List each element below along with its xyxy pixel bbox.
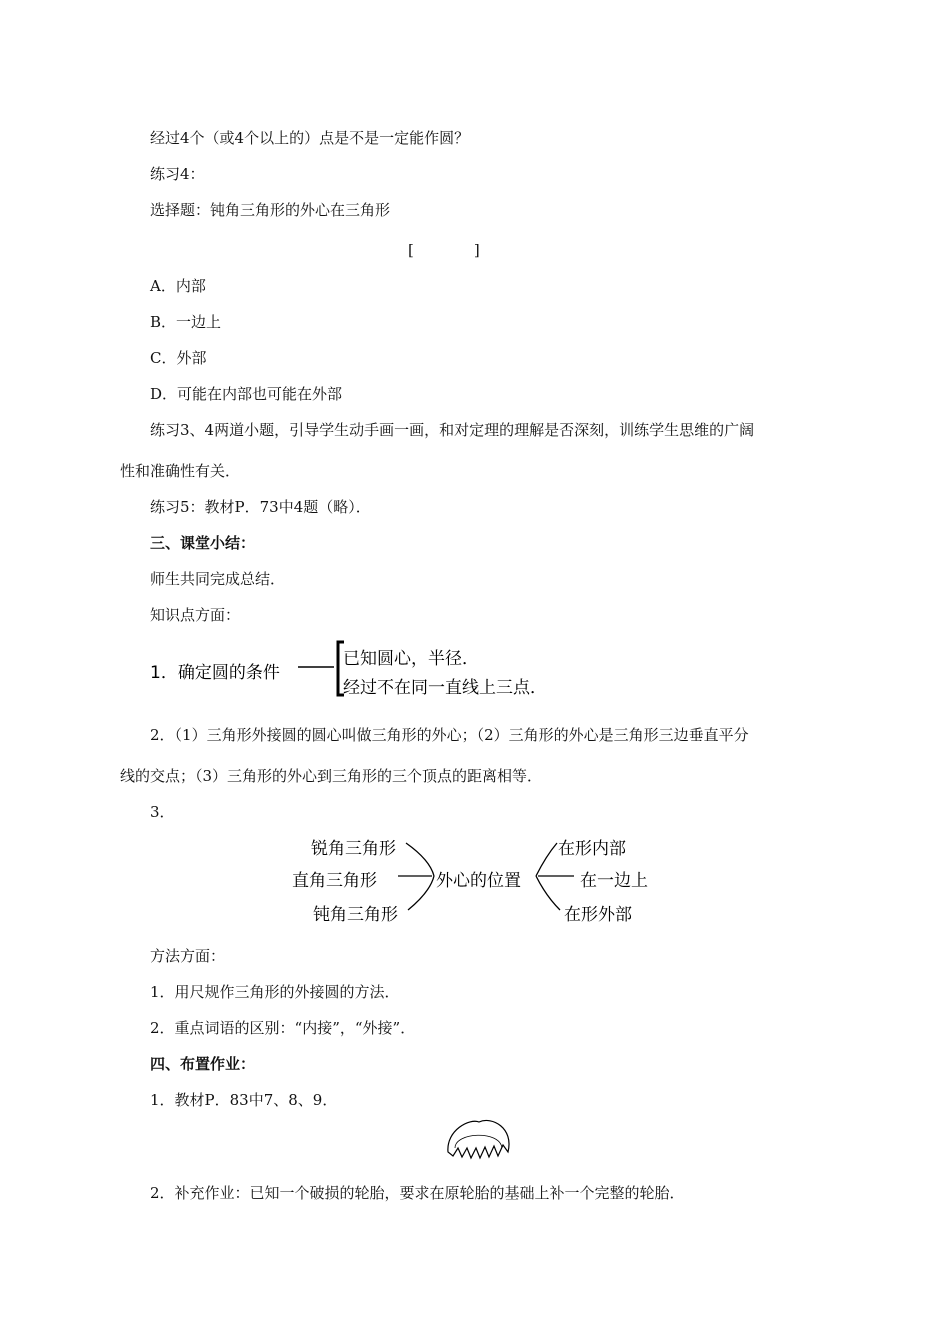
section-heading: 三、课堂小结： [150,534,256,552]
diagram1-label: 1．确定圆的条件 [150,663,280,683]
diagram2-right: 在形内部 [558,839,626,859]
option-a: A．内部 [150,277,206,295]
broken-tire-icon [448,1120,509,1158]
text-line: 师生共同完成总结． [150,570,286,588]
diagram2-left: 锐角三角形 [311,839,396,859]
text-line: 方法方面： [150,947,226,965]
diagram2-left: 直角三角形 [292,871,377,891]
question-line: 选择题：钝角三角形的外心在三角形 [150,201,391,219]
option-d: D．可能在内部也可能在外部 [150,385,343,403]
text-line: 经过4个（或4个以上的）点是不是一定能作圆？ [150,129,470,147]
diagram2-left: 钝角三角形 [313,905,398,925]
paragraph-line: 2．（1）三角形外接圆的圆心叫做三角形的外心；（2）三角形的外心是三角形三边垂直平分 [150,726,749,744]
text-line: 1．用尺规作三角形的外接圆的方法． [150,983,400,1001]
paragraph-line: 线的交点；（3）三角形的外心到三角形的三个顶点的距离相等． [120,767,543,785]
diagram2-connector [536,876,560,910]
diagram1-bracket [338,642,344,695]
text-line: 3． [150,803,175,821]
paragraph-line: 练习3、4两道小题，引导学生动手画一画，和对定理的理解是否深刻，训练学生思维的广阔 [150,421,755,439]
text-line: 练习5：教材P．73中4题（略）． [150,498,371,516]
section-heading: 四、布置作业： [150,1055,256,1073]
paragraph-line: 性和准确性有关． [120,462,241,480]
diagram1-option: 经过不在同一直线上三点． [343,678,547,698]
text-line: 2．补充作业：已知一个破损的轮胎，要求在原轮胎的基础上补一个完整的轮胎． [150,1184,685,1202]
text-line: 1．教材P．83中7、8、9． [150,1091,338,1109]
diagram2-connector [408,876,434,910]
diagram1-option: 已知圆心，半径． [343,649,479,669]
answer-bracket: [ ] [408,241,480,259]
text-line: 练习4： [150,165,205,183]
diagram2-connector [406,843,434,876]
diagram2-connector [536,843,557,876]
diagram2-center: 外心的位置 [436,871,521,891]
text-line: 2．重点词语的区别：“内接”，“外接”． [150,1019,416,1037]
option-c: C．外部 [150,349,207,367]
diagram2-right: 在形外部 [564,905,632,925]
text-line: 知识点方面： [150,606,241,624]
diagram2-right: 在一边上 [580,871,648,891]
option-b: B．一边上 [150,313,222,331]
